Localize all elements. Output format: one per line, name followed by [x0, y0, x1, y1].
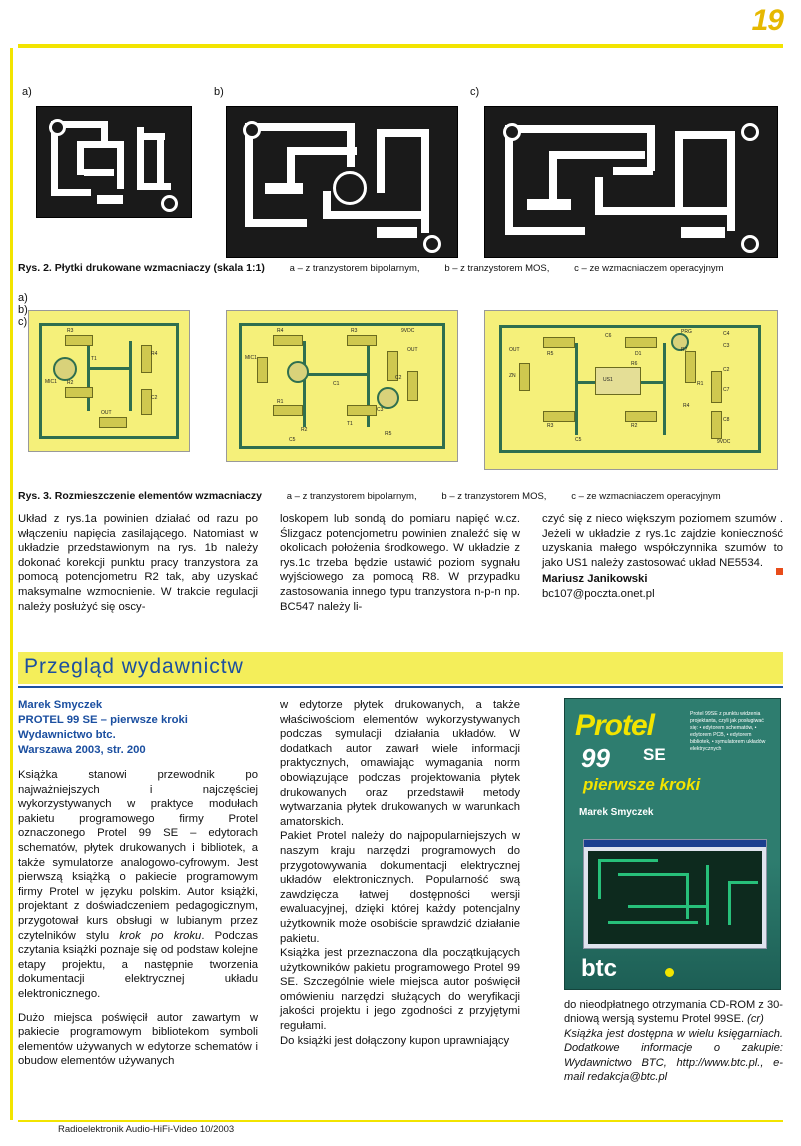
page-header [0, 0, 801, 46]
article-column-3-text: czyć się z nieco większym poziomem szumów . Jeżeli w układzie z rys.1c zajdzie konieczność uzyskania małego współczynnika szumów to jako US1 należy zastosować układ NE5534. [542, 513, 783, 569]
figure-2-caption-a: a – z tranzystorem bipolarnym, [289, 263, 420, 274]
review-paragraph-7 [564, 998, 783, 1027]
figure-2-label-a: a) [22, 86, 32, 98]
article-author: Mariusz Janikowski [542, 573, 648, 586]
review-body [18, 698, 783, 1118]
review-column-middle [280, 698, 520, 1048]
figure-2 [18, 72, 783, 272]
review-paragraph-7-text: do nieodpłatnego otrzymania CD-ROM z 30-dniową wersją systemu Protel 99SE. [564, 999, 783, 1026]
book-cover [564, 698, 781, 990]
figure-2-caption-b: b – z tranzystorem MOS, [444, 263, 550, 274]
review-note: Książka jest dostępna w wielu księgarniach. Dodatkowe informacje o zakupie: Wydawnictwo BTC, http://www.btc.pl., e-mail redakcja@btc.pl [564, 1027, 783, 1084]
book-publisher: Wydawnictwo btc. [18, 729, 116, 741]
figure-3 [18, 292, 783, 472]
article-column-2: loskopem lub sondą do pomiaru napięć w.cz. Ślizgacz potencjometru powinien znaleźć się w okolicach położenia środkowego. W układzie z rys.1c trzeba będzie ustawić poziom sygnału wyjściowego za pomocą R8. W przypadku zastosowania innego typu tranzystora n-p-n np. BC547 należy li- [280, 513, 520, 613]
review-paragraph-1-b: . Podczas czytania książki poznaje się od podstaw kolejne etapy projektu, a następnie tworzenia dokumentacji elektrycznej układu elektronicznego. [18, 929, 258, 1000]
figure-2-label-b: b) [214, 86, 224, 98]
book-title: PROTEL 99 SE – pierwsze kroki [18, 714, 188, 726]
figure-2-caption-title: Rys. 2. Płytki drukowane wzmacniaczy (skala 1:1) [18, 262, 265, 274]
cover-screenshot-canvas [588, 851, 762, 944]
review-paragraph-1 [18, 768, 258, 1002]
review-paragraph-6: Do książki jest dołączony kupon uprawniający [280, 1034, 510, 1047]
page-footer: Radioelektronik Audio-HiFi-Video 10/2003 [58, 1124, 235, 1135]
footer-rule [18, 1120, 783, 1122]
schematic-b: R4 R3 9VDC OUT MIC1 C2 C3 C1 R1 T1 R2 C5 R5 [226, 310, 458, 462]
review-paragraph-3: w edytorze płytek drukowanych, a także właściwościom elementów wykorzystywanych podczas symulacji działania układów. W dodatkach autor zawarł wiele informacji praktycznych, omawiając wymagania norm obowiązujące podczas projektowania płytek drukowanych oraz przedstawił metody wytwarzania płytek drukowanych w warunkach amatorskich. [280, 699, 520, 828]
figure-3-caption-a: a – z tranzystorem bipolarnym, [286, 491, 417, 502]
schematic-c: C4 C3 C6 PRG OUT R5 D1 R7 R6 C2 ZN US1 R1 C7 R4 R3 R2 C8 C5 9VDC [484, 310, 778, 470]
pcb-layout-c [484, 106, 778, 258]
book-place-year: Warszawa 2003, str. 200 [18, 744, 146, 756]
review-paragraph-1-italic: krok po kroku [119, 929, 202, 942]
review-section-title: Przegląd wydawnictw [24, 655, 244, 678]
cover-publisher-logo: btc [581, 955, 617, 982]
cover-bullets: Protel 99SE z punktu widzenia projektanta, czyli jak posługiwać się: • edytorem schematów, • edytorem PCB, • edytorem bibliotek, • symulatorem układów elektrycznych [690, 711, 766, 752]
side-rule [10, 48, 13, 1120]
pcb-layout-b [226, 106, 458, 258]
review-paragraph-5: Książka jest przeznaczona dla początkujących użytkowników pakietu programowego Protel 99 SE. Szczególnie wiele miejsca autor poświęcił omówieniu narzędzi służących do weryfikacji jakości projektu i jego zgodności z przyjętymi regułami. [280, 947, 520, 1033]
cover-screenshot [583, 839, 767, 949]
article-column-3 [542, 512, 783, 602]
schematic-a: R3 R2 T1 R4 C2 OUT MIC1 [28, 310, 190, 452]
pcb-layout-a [36, 106, 192, 218]
book-author: Marek Smyczek [18, 699, 103, 711]
cover-logo-dot [665, 968, 674, 977]
article-columns [18, 512, 783, 632]
figure-2-label-c: c) [470, 86, 480, 98]
figure-3-caption-b: b – z tranzystorem MOS, [441, 491, 547, 502]
end-marker [776, 568, 783, 575]
review-section-rule [18, 686, 783, 688]
figure-3-caption-c: c – ze wzmacniaczem operacyjnym [571, 491, 721, 502]
cover-version-suffix: SE [643, 745, 666, 764]
page-number: 19 [751, 4, 783, 37]
figure-2-caption [18, 262, 783, 274]
review-paragraph-1-a: Książka stanowi przewodnik po najważniejszych i najczęściej wykorzystywanych w praktyce modułach pakietu programowego firmy Protel oznaczonego Protel 99 SE – edytorach schematów, płytek drukowanych i bibliotek, a także symulatorze analogowo-cyfrowym. Jest pierwszą książką o pakiecie programowym firmy Protel w języku polskim. Autor książki, projektant z doświadczeniem pedagogicznym, przygotował kurs obsługi w lubianym przez czytelników stylu [18, 769, 258, 942]
figure-3-caption-title: Rys. 3. Rozmieszczenie elementów wzmacniaczy [18, 490, 262, 502]
figure-3-label-c: c) [18, 316, 28, 328]
review-credit: (cr) [747, 1013, 764, 1026]
figure-2-caption-c: c – ze wzmacniaczem operacyjnym [574, 263, 724, 274]
figure-3-label-a: a) [18, 292, 28, 304]
article-column-1: Układ z rys.1a powinien działać od razu po włączeniu napięcia zasilającego. Natomiast w układzie przedstawionym na rys. 1b należy dokonać korekcji punktu pracy tranzystora za pomocą potencjometru R2 tak, aby uzyskać maksymalne wzmocnienie. W trakcie regulacji należy posłużyć się oscy- [18, 513, 258, 613]
review-paragraph-2: Dużo miejsca poświęcił autor zawartym w pakiecie programowym bibliotekom symboli elementów używanych w edytorze schematów i obudow elementów używanych [18, 1011, 258, 1068]
review-column-left [18, 698, 258, 1069]
cover-screenshot-titlebar [584, 840, 766, 847]
figure-3-caption [18, 490, 783, 502]
article-author-email[interactable]: bc107@poczta.onet.pl [542, 587, 655, 600]
top-rule [18, 44, 783, 48]
figure-3-label-b: b) [18, 304, 28, 316]
review-column-right [564, 998, 783, 1084]
review-paragraph-4: Pakiet Protel należy do najpopularniejszych w naszym kraju narzędzi programowych do przygotowywania dokumentacji elektrycznej układów elektronicznych. Popularność swą zawdzięcza łatwej dostępności wersji ewaluacyjnej, dzięki której każdy potencjalny użytkownik może osobiście sprawdzić działanie pakietu. [280, 830, 520, 945]
cover-subtitle: pierwsze kroki [583, 775, 701, 794]
cover-brand: Protel [575, 709, 655, 742]
cover-version-number: 99 [581, 743, 610, 773]
review-section-band [18, 652, 783, 684]
cover-author: Marek Smyczek [579, 807, 654, 818]
